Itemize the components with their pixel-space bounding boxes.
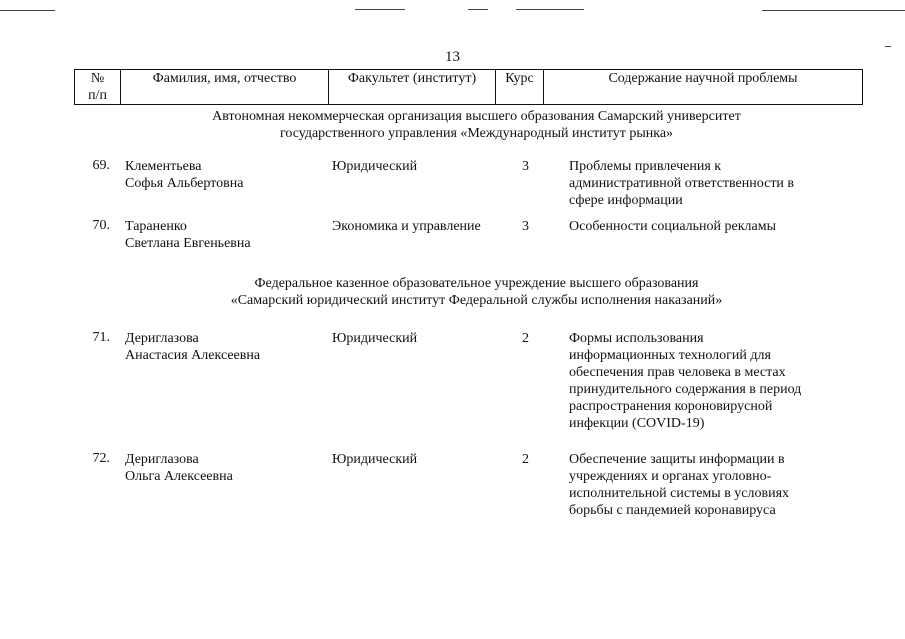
course: 2 xyxy=(522,452,529,467)
topic-line: учреждениях и органах уголовно- xyxy=(569,469,772,484)
topic-line: Формы использования xyxy=(569,331,704,346)
topic-line: инфекции (COVID-19) xyxy=(569,416,705,431)
course: 3 xyxy=(522,219,529,234)
header-faculty: Факультет (институт) xyxy=(329,70,496,105)
topic-line: распространения короновирусной xyxy=(569,399,773,414)
given-names: Софья Альбертовна xyxy=(125,176,244,191)
surname: Дериглазова xyxy=(125,452,199,467)
header-name: Фамилия, имя, отчество xyxy=(121,70,329,105)
row-number: 69. xyxy=(92,158,110,173)
topic-line: принудительного содержания в период xyxy=(569,382,802,397)
topic-line: информационных технологий для xyxy=(569,348,771,363)
header-topic: Содержание научной проблемы xyxy=(544,70,863,105)
student-name xyxy=(125,451,325,485)
topic-line: административной ответственности в xyxy=(569,176,795,191)
course: 3 xyxy=(522,159,529,174)
surname: Дериглазова xyxy=(125,331,199,346)
table-header-row xyxy=(75,70,863,105)
scan-artifact-line xyxy=(762,10,905,11)
research-topic xyxy=(569,330,831,432)
research-topic xyxy=(569,451,831,519)
topic-line: обеспечения прав человека в местах xyxy=(569,365,786,380)
given-names: Анастасия Алексеевна xyxy=(125,348,261,363)
faculty: Экономика и управление xyxy=(332,219,481,234)
scan-artifact-line xyxy=(468,9,488,10)
organization-heading xyxy=(110,108,843,142)
student-name xyxy=(125,158,325,192)
scan-artifact-line xyxy=(516,9,584,10)
surname: Тараненко xyxy=(125,219,187,234)
organization-line: «Самарский юридический институт Федеральной службы исполнения наказаний» xyxy=(230,293,723,308)
row-number: 71. xyxy=(92,330,110,345)
faculty: Юридический xyxy=(332,452,418,467)
student-name xyxy=(125,330,325,364)
faculty: Юридический xyxy=(332,331,418,346)
scan-artifact-line xyxy=(0,10,55,11)
organization-line: государственного управления «Международный институт рынка» xyxy=(279,126,674,141)
topic-line: Особенности социальной рекламы xyxy=(569,219,777,234)
header-course: Курс xyxy=(496,70,544,105)
row-number: 70. xyxy=(92,218,110,233)
scan-artifact-line xyxy=(885,46,891,47)
topic-line: исполнительной системы в условиях xyxy=(569,486,790,501)
row-number: 72. xyxy=(92,451,110,466)
page-number: 13 xyxy=(445,49,460,65)
course: 2 xyxy=(522,331,529,346)
topic-line: борьбы с пандемией коронавируса xyxy=(569,503,776,518)
header-num: № п/п xyxy=(75,70,121,105)
topic-line: сфере информации xyxy=(569,193,683,208)
scan-artifact-line xyxy=(355,9,405,10)
faculty: Юридический xyxy=(332,159,418,174)
research-topic xyxy=(569,158,831,209)
research-topic xyxy=(569,218,831,235)
organization-line: Автономная некоммерческая организация высшего образования Самарский университет xyxy=(212,109,741,124)
topic-line: Обеспечение защиты информации в xyxy=(569,452,785,467)
table-header xyxy=(74,69,863,105)
topic-line: Проблемы привлечения к xyxy=(569,159,722,174)
organization-line: Федеральное казенное образовательное учреждение высшего образования xyxy=(254,276,699,291)
student-name xyxy=(125,218,325,252)
organization-heading xyxy=(110,275,843,309)
given-names: Ольга Алексеевна xyxy=(125,469,233,484)
given-names: Светлана Евгеньевна xyxy=(125,236,251,251)
surname: Клементьева xyxy=(125,159,202,174)
